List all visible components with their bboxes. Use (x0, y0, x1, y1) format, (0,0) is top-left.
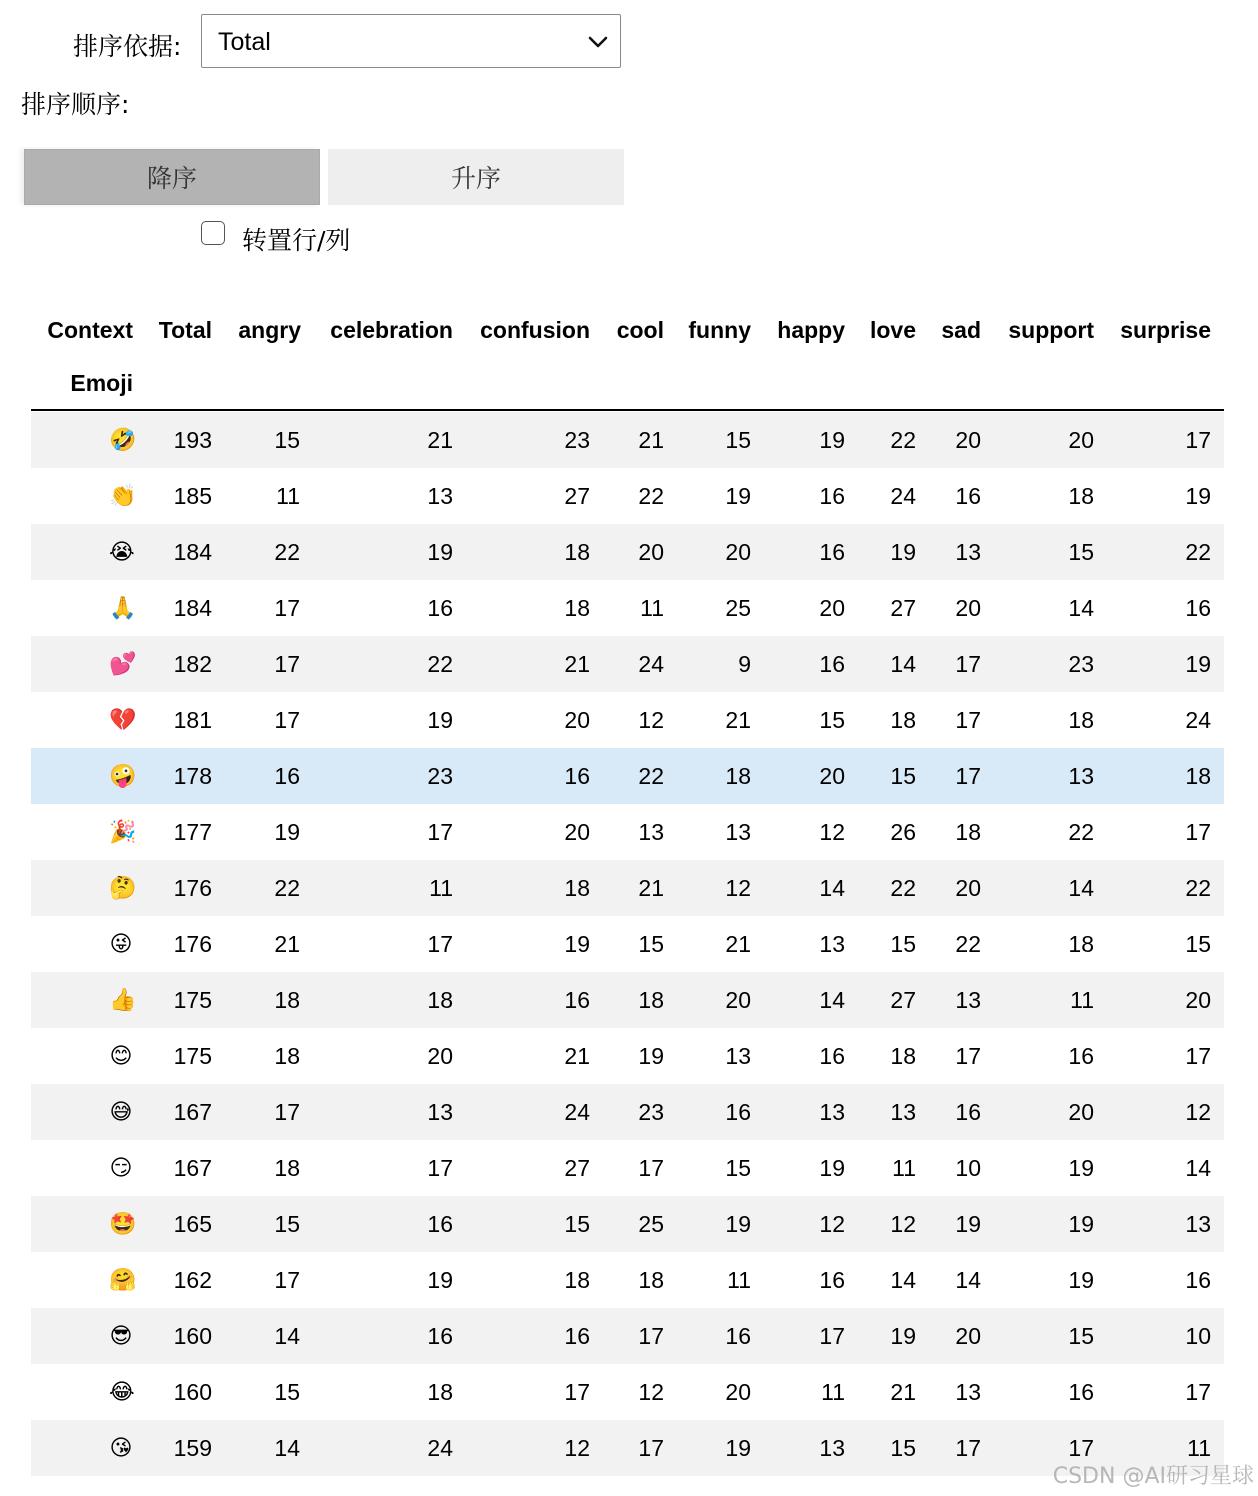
table-cell-cool: 12 (638, 707, 664, 733)
table-cell-support: 18 (1068, 931, 1094, 957)
table-cell-confusion: 18 (564, 1267, 590, 1293)
table-cell-funny: 18 (725, 763, 751, 789)
table-cell-support: 20 (1068, 1099, 1094, 1125)
sort-order-label: 排序顺序: (21, 90, 130, 119)
column-header-confusion[interactable]: confusion (480, 317, 590, 343)
table-cell-confusion: 21 (564, 1043, 590, 1069)
table-cell-cool: 13 (638, 819, 664, 845)
table-row[interactable] (31, 636, 1224, 692)
table-row[interactable] (31, 580, 1224, 636)
table-cell-angry: 19 (274, 819, 300, 845)
table-cell-sad: 18 (955, 819, 981, 845)
table-cell-happy: 16 (819, 483, 845, 509)
table-cell-surprise: 17 (1185, 427, 1211, 453)
table-cell-sad: 17 (955, 651, 981, 677)
table-cell-love: 22 (890, 875, 916, 901)
table-cell-support: 20 (1068, 427, 1094, 453)
table-cell-happy: 16 (819, 1267, 845, 1293)
table-cell-funny: 19 (725, 483, 751, 509)
sort-by-selected-value: Total (218, 28, 271, 56)
table-cell-cool: 12 (638, 1379, 664, 1405)
chevron-down-icon (586, 30, 610, 54)
row-emoji: 😎 (109, 1323, 133, 1348)
table-cell-confusion: 21 (564, 651, 590, 677)
sort-by-label: 排序依据: (73, 32, 182, 61)
table-cell-happy: 11 (821, 1379, 845, 1405)
table-row[interactable] (31, 1252, 1224, 1308)
table-cell-celebration: 23 (427, 763, 453, 789)
table-cell-angry: 15 (274, 1211, 300, 1237)
table-cell-confusion: 23 (564, 427, 590, 453)
table-cell-total: 160 (173, 1379, 212, 1405)
table-cell-surprise: 16 (1185, 1267, 1211, 1293)
table-row[interactable] (31, 468, 1224, 524)
table-cell-sad: 20 (955, 595, 981, 621)
sort-by-select[interactable] (201, 14, 621, 68)
table-cell-cool: 21 (638, 427, 664, 453)
table-cell-funny: 11 (727, 1267, 751, 1293)
table-cell-love: 19 (890, 539, 916, 565)
table-cell-celebration: 21 (427, 427, 453, 453)
row-emoji: 💔 (109, 707, 137, 732)
row-emoji: 👏 (109, 483, 137, 508)
table-cell-celebration: 18 (427, 987, 453, 1013)
table-cell-funny: 19 (725, 1211, 751, 1237)
table-cell-celebration: 17 (427, 1155, 453, 1181)
transpose-checkbox[interactable] (201, 221, 225, 245)
table-cell-sad: 17 (955, 763, 981, 789)
table-cell-surprise: 10 (1185, 1323, 1211, 1349)
table-cell-angry: 18 (274, 987, 300, 1013)
table-cell-surprise: 18 (1185, 763, 1211, 789)
table-cell-confusion: 20 (564, 707, 590, 733)
table-cell-cool: 11 (640, 595, 664, 621)
column-header-surprise[interactable]: surprise (1120, 317, 1211, 343)
column-header-love[interactable]: love (869, 317, 916, 343)
table-cell-celebration: 18 (427, 1379, 453, 1405)
table-cell-cool: 18 (638, 1267, 664, 1293)
table-cell-surprise: 17 (1185, 819, 1211, 845)
ascending-button[interactable]: 升序 (328, 149, 624, 205)
table-cell-surprise: 16 (1185, 595, 1211, 621)
table-cell-angry: 16 (274, 763, 300, 789)
table-row[interactable] (31, 1140, 1224, 1196)
table-cell-surprise: 22 (1185, 875, 1211, 901)
table-cell-sad: 13 (955, 1379, 981, 1405)
table-row[interactable] (31, 972, 1224, 1028)
column-header-funny[interactable]: funny (688, 317, 751, 343)
row-emoji: 😭 (109, 539, 135, 564)
table-cell-love: 26 (890, 819, 916, 845)
table-cell-happy: 19 (819, 1155, 845, 1181)
table-cell-angry: 18 (274, 1155, 300, 1181)
table-cell-love: 27 (890, 987, 916, 1013)
table-cell-cool: 25 (638, 1211, 664, 1237)
table-cell-celebration: 19 (427, 707, 453, 733)
table-cell-total: 162 (173, 1267, 212, 1293)
table-cell-confusion: 12 (564, 1435, 590, 1461)
table-cell-celebration: 20 (427, 1043, 453, 1069)
table-cell-celebration: 13 (427, 483, 453, 509)
table-cell-angry: 22 (274, 539, 300, 565)
table-cell-total: 176 (173, 931, 212, 957)
table-cell-surprise: 22 (1185, 539, 1211, 565)
table-cell-love: 18 (890, 707, 916, 733)
table-cell-funny: 15 (725, 1155, 751, 1181)
table-cell-love: 14 (890, 1267, 916, 1293)
table-cell-total: 177 (173, 819, 212, 845)
table-cell-funny: 13 (725, 1043, 751, 1069)
row-emoji: 😂 (109, 1379, 135, 1404)
table-cell-happy: 13 (819, 1099, 845, 1125)
table-cell-sad: 13 (955, 987, 981, 1013)
table-row[interactable] (31, 1196, 1224, 1252)
columns-name-header: Context (47, 317, 133, 343)
table-cell-happy: 20 (819, 763, 845, 789)
table-cell-total: 182 (173, 651, 212, 677)
table-cell-confusion: 20 (564, 819, 590, 845)
table-cell-funny: 20 (725, 987, 751, 1013)
table-row[interactable] (31, 804, 1224, 860)
table-cell-love: 14 (890, 651, 916, 677)
table-cell-confusion: 17 (564, 1379, 590, 1405)
table-cell-angry: 11 (276, 483, 300, 509)
table-cell-sad: 20 (955, 1323, 981, 1349)
table-cell-cool: 24 (638, 651, 664, 677)
table-cell-funny: 19 (725, 1435, 751, 1461)
table-cell-total: 176 (173, 875, 212, 901)
column-header-support[interactable]: support (1008, 317, 1094, 343)
table-cell-total: 181 (173, 707, 212, 733)
table-row[interactable] (31, 1308, 1224, 1364)
table-cell-funny: 25 (725, 595, 751, 621)
table-cell-angry: 17 (274, 1267, 300, 1293)
table-cell-celebration: 24 (427, 1435, 453, 1461)
table-cell-celebration: 13 (427, 1099, 453, 1125)
table-cell-total: 159 (173, 1435, 212, 1461)
table-cell-love: 18 (890, 1043, 916, 1069)
table-cell-happy: 16 (819, 539, 845, 565)
table-cell-funny: 16 (725, 1099, 751, 1125)
column-header-angry[interactable]: angry (238, 317, 301, 343)
table-cell-total: 160 (173, 1323, 212, 1349)
table-cell-sad: 14 (955, 1267, 981, 1293)
table-cell-confusion: 15 (564, 1211, 590, 1237)
table-cell-surprise: 13 (1185, 1211, 1211, 1237)
table-cell-confusion: 16 (564, 763, 590, 789)
table-cell-sad: 16 (955, 483, 981, 509)
table-row[interactable] (31, 1028, 1224, 1084)
table-cell-confusion: 27 (564, 1155, 590, 1181)
table-cell-sad: 22 (955, 931, 981, 957)
table-cell-surprise: 14 (1185, 1155, 1211, 1181)
descending-button[interactable]: 降序 (24, 149, 320, 205)
table-cell-angry: 14 (274, 1323, 300, 1349)
table-cell-happy: 14 (819, 875, 845, 901)
table-cell-support: 18 (1068, 707, 1094, 733)
table-cell-happy: 15 (819, 707, 845, 733)
transpose-label[interactable]: 转置行/列 (242, 226, 351, 255)
table-cell-cool: 22 (638, 483, 664, 509)
column-header-celebration[interactable]: celebration (330, 317, 453, 343)
table-cell-love: 13 (890, 1099, 916, 1125)
column-header-sad[interactable]: sad (941, 317, 981, 343)
table-cell-cool: 19 (638, 1043, 664, 1069)
table-row[interactable] (31, 860, 1224, 916)
table-cell-total: 165 (173, 1211, 212, 1237)
table-cell-love: 12 (890, 1211, 916, 1237)
table-cell-happy: 16 (819, 1043, 845, 1069)
table-cell-funny: 13 (725, 819, 751, 845)
row-emoji: 🤩 (109, 1211, 137, 1236)
table-cell-support: 14 (1068, 875, 1094, 901)
table-cell-celebration: 17 (427, 819, 453, 845)
table-cell-sad: 17 (955, 707, 981, 733)
table-cell-surprise: 19 (1185, 483, 1211, 509)
table-cell-funny: 20 (725, 539, 751, 565)
row-emoji: 👍 (109, 987, 137, 1012)
table-cell-sad: 20 (955, 427, 981, 453)
row-emoji: 🤗 (109, 1267, 137, 1292)
table-cell-cool: 17 (638, 1435, 664, 1461)
table-cell-support: 19 (1068, 1155, 1094, 1181)
table-cell-celebration: 19 (427, 539, 453, 565)
table-cell-total: 184 (173, 595, 212, 621)
table-cell-love: 27 (890, 595, 916, 621)
table-cell-angry: 17 (274, 1099, 300, 1125)
table-cell-surprise: 19 (1185, 651, 1211, 677)
table-cell-sad: 20 (955, 875, 981, 901)
table-cell-surprise: 17 (1185, 1043, 1211, 1069)
table-cell-love: 19 (890, 1323, 916, 1349)
column-header-cool[interactable]: cool (616, 317, 664, 343)
table-cell-love: 22 (890, 427, 916, 453)
table-row[interactable] (31, 916, 1224, 972)
table-cell-sad: 10 (955, 1155, 981, 1181)
table-cell-love: 21 (890, 1379, 916, 1405)
table-cell-cool: 17 (638, 1155, 664, 1181)
table-cell-surprise: 17 (1185, 1379, 1211, 1405)
table-cell-confusion: 24 (564, 1099, 590, 1125)
table-cell-happy: 20 (819, 595, 845, 621)
table-cell-total: 167 (173, 1155, 212, 1181)
table-cell-funny: 20 (725, 1379, 751, 1405)
table-cell-sad: 16 (955, 1099, 981, 1125)
table-cell-support: 15 (1068, 539, 1094, 565)
table-cell-surprise: 24 (1185, 707, 1211, 733)
table-cell-angry: 15 (274, 427, 300, 453)
table-cell-total: 175 (173, 1043, 212, 1069)
table-cell-celebration: 11 (429, 875, 453, 901)
table-cell-support: 16 (1068, 1379, 1094, 1405)
row-emoji: 🤔 (109, 875, 137, 900)
table-cell-happy: 12 (819, 819, 845, 845)
row-emoji: 🙏 (109, 595, 137, 620)
row-emoji: 😅 (109, 1099, 133, 1124)
table-cell-funny: 12 (725, 875, 751, 901)
table-cell-cool: 15 (638, 931, 664, 957)
table-cell-support: 23 (1068, 651, 1094, 677)
table-cell-support: 19 (1068, 1211, 1094, 1237)
table-cell-happy: 13 (819, 931, 845, 957)
row-emoji: 🎉 (109, 819, 137, 844)
table-cell-support: 14 (1068, 595, 1094, 621)
table-cell-celebration: 16 (427, 1211, 453, 1237)
table-cell-happy: 12 (819, 1211, 845, 1237)
column-header-happy[interactable]: happy (777, 317, 845, 343)
table-cell-surprise: 15 (1185, 931, 1211, 957)
index-name-header: Emoji (70, 370, 133, 396)
table-cell-total: 178 (173, 763, 212, 789)
row-emoji: 😏 (109, 1155, 133, 1180)
table-cell-total: 175 (173, 987, 212, 1013)
table-cell-total: 184 (173, 539, 212, 565)
row-emoji: 😊 (109, 1043, 133, 1068)
watermark: CSDN @AI研习星球 (1052, 1464, 1254, 1489)
table-cell-support: 17 (1068, 1435, 1094, 1461)
table-cell-surprise: 20 (1185, 987, 1211, 1013)
row-emoji: 😜 (109, 931, 133, 956)
table-cell-angry: 14 (274, 1435, 300, 1461)
table-row[interactable] (31, 1420, 1224, 1476)
table-cell-sad: 19 (955, 1211, 981, 1237)
table-cell-angry: 17 (274, 595, 300, 621)
table-cell-funny: 9 (738, 651, 751, 677)
table-cell-happy: 13 (819, 1435, 845, 1461)
table-row[interactable] (31, 1364, 1224, 1420)
table-cell-confusion: 19 (564, 931, 590, 957)
table-cell-angry: 15 (274, 1379, 300, 1405)
table-cell-happy: 16 (819, 651, 845, 677)
table-row[interactable] (31, 1084, 1224, 1140)
table-cell-love: 11 (892, 1155, 916, 1181)
table-cell-surprise: 11 (1187, 1435, 1211, 1461)
table-cell-cool: 17 (638, 1323, 664, 1349)
table-cell-confusion: 18 (564, 595, 590, 621)
table-cell-celebration: 22 (427, 651, 453, 677)
table-cell-celebration: 16 (427, 595, 453, 621)
table-cell-love: 15 (890, 763, 916, 789)
table-cell-confusion: 27 (564, 483, 590, 509)
table-cell-love: 15 (890, 931, 916, 957)
table-cell-funny: 15 (725, 427, 751, 453)
row-emoji: 🤣 (109, 427, 137, 452)
table-cell-celebration: 17 (427, 931, 453, 957)
table-cell-cool: 20 (638, 539, 664, 565)
table-cell-cool: 23 (638, 1099, 664, 1125)
table-cell-total: 185 (173, 483, 212, 509)
table-cell-funny: 21 (725, 931, 751, 957)
table-cell-support: 11 (1070, 987, 1094, 1013)
table-row[interactable] (31, 748, 1224, 804)
table-cell-confusion: 18 (564, 875, 590, 901)
table-cell-funny: 21 (725, 707, 751, 733)
table-cell-happy: 14 (819, 987, 845, 1013)
table-cell-celebration: 16 (427, 1323, 453, 1349)
table-cell-sad: 13 (955, 539, 981, 565)
table-cell-support: 15 (1068, 1323, 1094, 1349)
table-row[interactable] (31, 524, 1224, 580)
row-emoji: 😘 (109, 1435, 133, 1460)
row-emoji: 💕 (109, 651, 137, 676)
table-cell-confusion: 16 (564, 987, 590, 1013)
table-cell-happy: 17 (819, 1323, 845, 1349)
table-cell-happy: 19 (819, 427, 845, 453)
column-header-total[interactable]: Total (158, 317, 212, 343)
table-cell-cool: 21 (638, 875, 664, 901)
table-cell-love: 24 (890, 483, 916, 509)
table-cell-love: 15 (890, 1435, 916, 1461)
table-cell-sad: 17 (955, 1043, 981, 1069)
table-cell-total: 167 (173, 1099, 212, 1125)
table-cell-angry: 17 (274, 651, 300, 677)
table-cell-angry: 22 (274, 875, 300, 901)
table-cell-surprise: 12 (1185, 1099, 1211, 1125)
table-cell-angry: 18 (274, 1043, 300, 1069)
table-cell-support: 22 (1068, 819, 1094, 845)
table-cell-confusion: 18 (564, 539, 590, 565)
header-divider (31, 409, 1224, 411)
table-row[interactable] (31, 692, 1224, 748)
table-row[interactable] (31, 412, 1224, 468)
table-cell-sad: 17 (955, 1435, 981, 1461)
table-cell-celebration: 19 (427, 1267, 453, 1293)
table-cell-support: 18 (1068, 483, 1094, 509)
table-cell-support: 13 (1068, 763, 1094, 789)
table-cell-funny: 16 (725, 1323, 751, 1349)
row-emoji: 🤪 (109, 763, 137, 788)
table-cell-cool: 18 (638, 987, 664, 1013)
table-cell-total: 193 (173, 427, 212, 453)
table-cell-angry: 21 (274, 931, 300, 957)
table-cell-support: 16 (1068, 1043, 1094, 1069)
table-cell-support: 19 (1068, 1267, 1094, 1293)
table-cell-angry: 17 (274, 707, 300, 733)
table-cell-confusion: 16 (564, 1323, 590, 1349)
table-cell-cool: 22 (638, 763, 664, 789)
